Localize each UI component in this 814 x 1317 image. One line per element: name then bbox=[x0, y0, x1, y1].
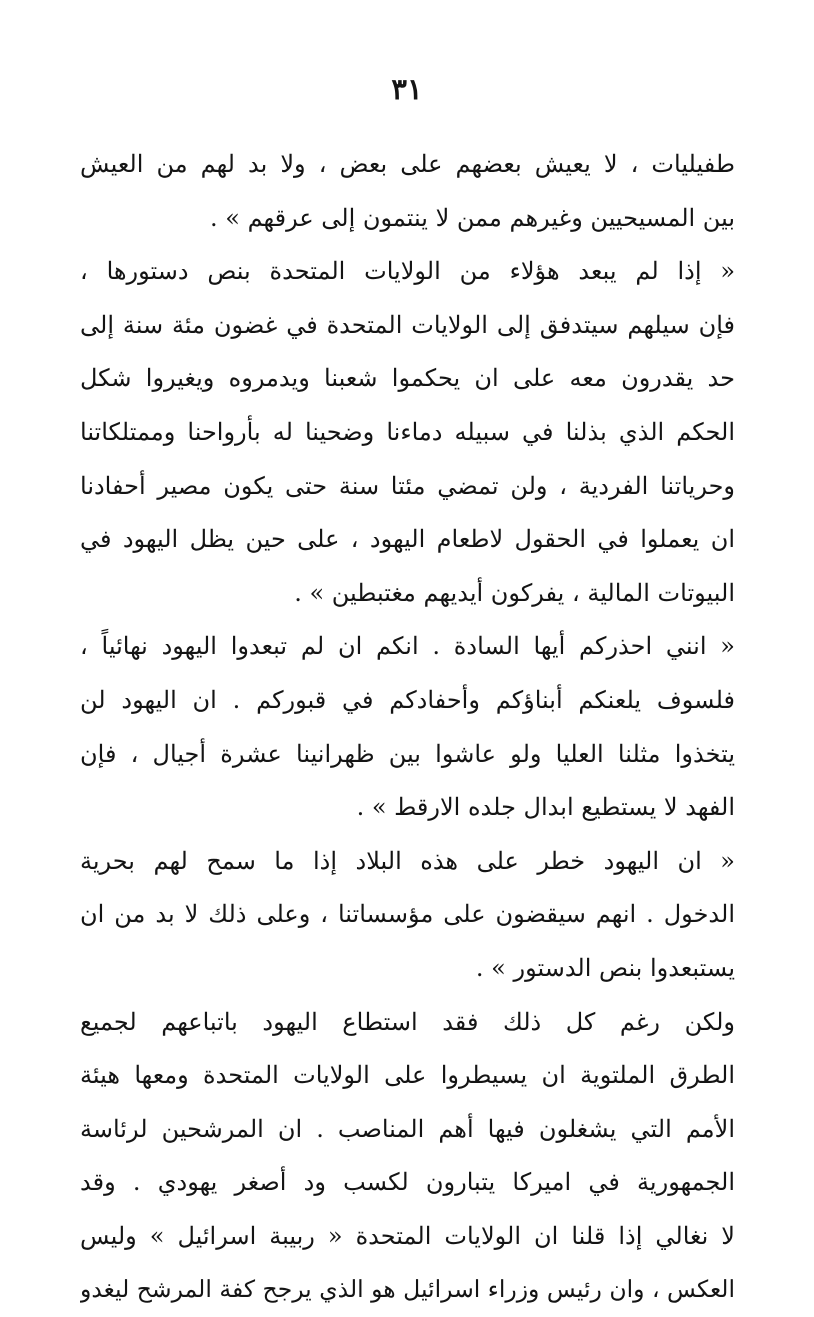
page-number: ٣١ bbox=[391, 72, 423, 106]
text-line: الدخول . انهم سيقضون على مؤسساتنا ، وعلى ذلك لا بد من ان bbox=[80, 900, 735, 929]
text-line: فلسوف يلعنكم أبناؤكم وأحفادكم في قبوركم . ان اليهود لن bbox=[80, 685, 735, 714]
text-line: يتخذوا مثلنا العليا ولو عاشوا بين ظهرانينا عشرة أجيال ، فإن bbox=[80, 739, 735, 768]
text-line: يستبعدوا بنص الدستور » . bbox=[475, 953, 735, 982]
body-text bbox=[80, 138, 735, 1317]
text-line: الجمهورية في اميركا يتبارون لكسب ود أصغر يهودي . وقد bbox=[80, 1168, 735, 1197]
text-line: حد يقدرون معه على ان يحكموا شعبنا ويدمروه ويغيروا شكل bbox=[80, 364, 735, 393]
text-line: طفيليات ، لا يعيش بعضهم على بعض ، ولا بد لهم من العيش bbox=[80, 150, 735, 178]
text-line: ولكن رغم كل ذلك فقد استطاع اليهود باتباعهم لجميع bbox=[80, 1007, 735, 1036]
text-line: بين المسيحيين وغيرهم ممن لا ينتمون إلى عرقهم » . bbox=[210, 203, 735, 232]
text-line: ان يعملوا في الحقول لاطعام اليهود ، على حين يظل اليهود في bbox=[80, 525, 735, 554]
text-line: « انني احذركم أيها السادة . انكم ان لم تبعدوا اليهود نهائياً ، bbox=[80, 632, 735, 661]
text-line: « ان اليهود خطر على هذه البلاد إذا ما سمح لهم بحرية bbox=[80, 846, 735, 875]
text-line: البيوتات المالية ، يفركون أيديهم مغتبطين » . bbox=[294, 578, 735, 607]
text-line: وحرياتنا الفردية ، ولن تمضي مئتا سنة حتى يكون مصير أحفادنا bbox=[80, 471, 735, 500]
text-line: الطرق الملتوية ان يسيطروا على الولايات المتحدة ومعها هيئة bbox=[80, 1061, 735, 1090]
text-line: العكس ، وان رئيس وزراء اسرائيل هو الذي يرجح كفة المرشح ليغدو bbox=[80, 1275, 735, 1304]
text-line: فإن سيلهم سيتدفق إلى الولايات المتحدة في غضون مئة سنة إلى bbox=[80, 310, 735, 339]
text-line: لا نغالي إذا قلنا ان الولايات المتحدة « ربيبة اسرائيل » وليس bbox=[80, 1221, 735, 1250]
text-line: الأمم التي يشغلون فيها أهم المناصب . ان المرشحين لرئاسة bbox=[80, 1114, 735, 1143]
text-line: الفهد لا يستطيع ابدال جلده الارقط » . bbox=[356, 793, 735, 822]
text-line: « إذا لم يبعد هؤلاء من الولايات المتحدة بنص دستورها ، bbox=[80, 257, 735, 286]
text-line: الحكم الذي بذلنا في سبيله دماءنا وضحينا له بأرواحنا وممتلكاتنا bbox=[80, 417, 735, 446]
